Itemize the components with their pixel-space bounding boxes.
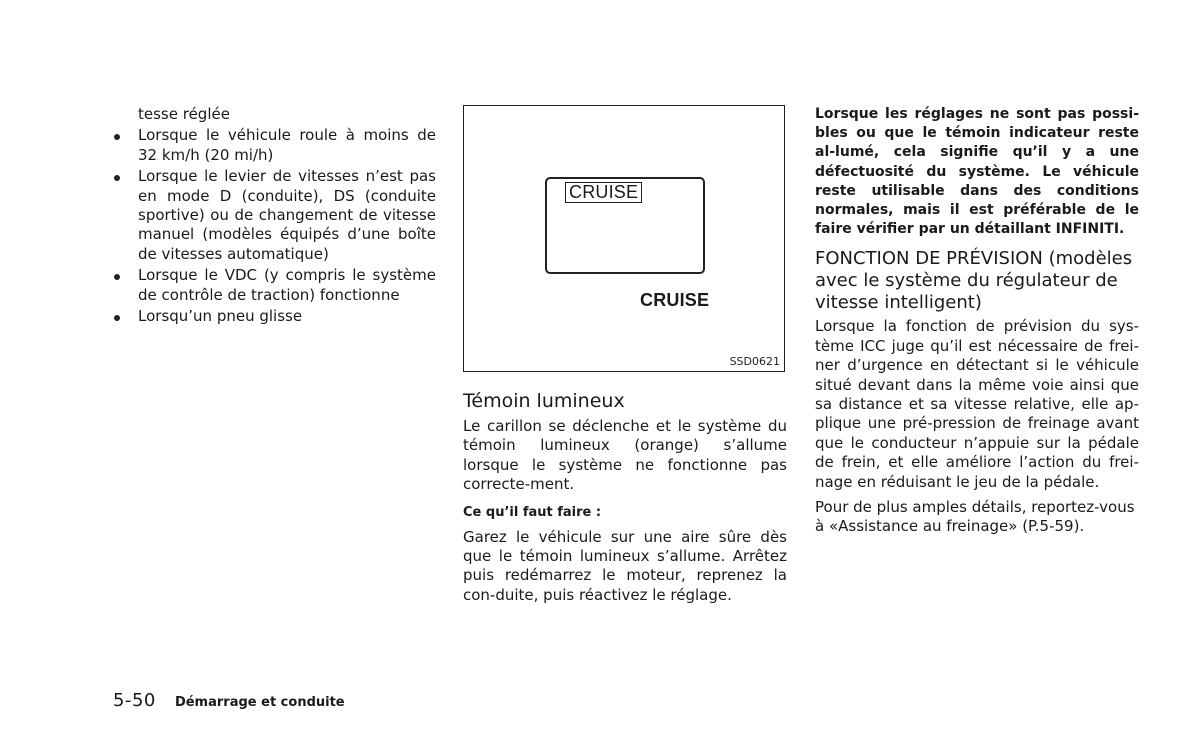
bullet-icon [114,134,120,140]
left-column [112,105,436,328]
page-number: 5-50 [113,690,156,711]
cruise-indicator-figure [463,105,785,372]
list-item-text: Lorsque le VDC (y compris le système de contrôle de traction) fonctionne [138,266,436,304]
section-name: Démarrage et conduite [174,695,345,710]
condition-list [112,126,436,326]
bullet-icon [114,175,120,181]
middle-column [463,390,787,605]
figure-code: SSD0621 [729,355,780,368]
what-to-do-paragraph: Garez le véhicule sur une aire sûre dès que le témoin lumineux s’allume. Arrêtez puis redémarrez le moteur, reprenez la con-duite, puis réactivez le réglage. [463,527,787,604]
display-screen [545,177,705,274]
page-footer [113,690,345,711]
warning-paragraph: Lorsque les réglages ne sont pas possi-bles ou que le témoin indicateur reste al-lumé, cela signifie qu’il y a une défectuosité du système. Le véhicule reste utilisable dans des conditions normales, mais il est préférable de le faire vérifier par un détaillant INFINITI. [815,106,1139,238]
list-item-text: Lorsque le levier de vitesses n’est pas en mode D (conduite), DS (conduite sportive) ou de changement de vitesse manuel (modèles équipés d’une boîte de vitesses automatique) [138,167,436,263]
temoin-paragraph: Le carillon se déclenche et le système du témoin lumineux (orange) s’allume lorsque le système ne fonctionne pas correcte-ment. [463,417,787,494]
bullet-icon [114,274,120,280]
cruise-indicator-boxed: CRUISE [565,182,642,203]
reference-paragraph: Pour de plus amples détails, reportez-vous à «Assistance au freinage» (P.5-59). [815,498,1135,536]
bullet-icon [114,315,120,321]
list-item [112,307,436,326]
subheading-what-to-do: Ce qu’il faut faire : [463,504,602,520]
section-heading-prevision: FONCTION DE PRÉVISION (modèles avec le système du régulateur de vitesse intelligent) [815,248,1133,314]
section-heading-temoin: Témoin lumineux [463,390,625,412]
list-item-text: Lorsqu’un pneu glisse [138,307,303,326]
list-item-text: Lorsque le véhicule roule à moins de 32 km/h (20 mi/h) [138,126,436,164]
right-column [815,105,1139,537]
list-item [112,126,436,165]
prevision-paragraph: Lorsque la fonction de prévision du sys-tème ICC juge qu’il est nécessaire de frei-ner d’urgence en détectant si le véhicule situé devant dans la même voie ainsi que sa distance et sa vitesse relative, elle ap-plique une pré-pression de freinage avant que le conducteur n’appuie sur la pédale de frein, et elle améliore l’action du frei-nage en réduisant le jeu de la pédale. [815,317,1139,491]
cruise-indicator-plain: CRUISE [640,290,710,310]
list-item [112,266,436,305]
continuation-text: tesse réglée [138,105,230,123]
list-item [112,167,436,264]
